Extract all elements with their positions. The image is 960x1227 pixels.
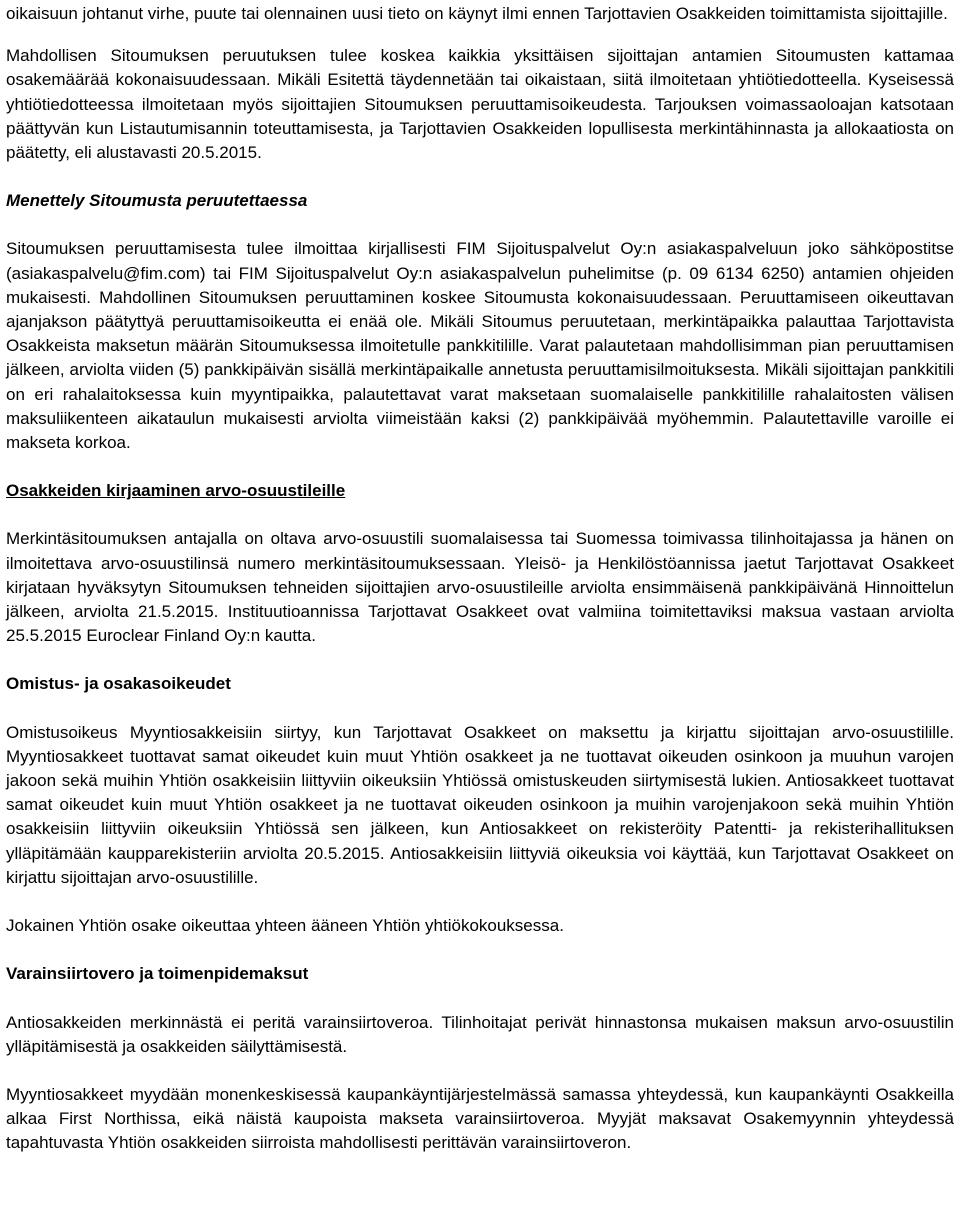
spacer [6, 26, 954, 44]
spacer [6, 1059, 954, 1083]
paragraph-procedure: Sitoumuksen peruuttamisesta tulee ilmoittaa kirjallisesti FIM Sijoituspalvelut Oy:n asiakaspalveluun joko sähköpostitse (asiakaspalvelu@fim.com) tai FIM Sijoituspalvelut Oy:n asiakaspalvelun puhelimitse (p. 09 6134 6250) antamien ohjeiden mukaisesti. Mahdollinen Sitoumuksen peruuttaminen koskee Sitoumusta kokonaisuudessaan. Peruuttamiseen oikeuttavan ajanjakson päätyttyä peruuttamisoikeutta ei enää ole. Mikäli Sitoumus peruutetaan, merkintäpaikka palauttaa Tarjottavista Osakkeista maksetun määrän Sitoumuksessa ilmoitetulle pankkitilille. Varat palautetaan mahdollisimman pian peruuttamisen jälkeen, arviolta viiden (5) pankkipäivän sisällä merkintäpaikalle annetusta peruuttamisilmoituksesta. Mikäli sijoittajan pankkitili on eri rahalaitoksessa kuin myyntipaikka, palautettavat varat maksetaan suomalaiselle pankkitilille rahalaitosten välisen maksuliikenteen aikataulun mukaisesti arviolta viimeistään kaksi (2) pankkipäivää myöhemmin. Palautettaville varoille ei makseta korkoa. [6, 239, 954, 453]
spacer [6, 987, 954, 1011]
heading-procedure: Menettely Sitoumusta peruutettaessa [6, 191, 308, 211]
spacer [6, 938, 954, 962]
heading-tax: Varainsiirtovero ja toimenpidemaksut [6, 964, 309, 984]
heading-entry: Osakkeiden kirjaaminen arvo-osuustileille [6, 481, 346, 501]
paragraph-tax-2: Myyntiosakkeet myydään monenkeskisessä kaupankäyntijärjestelmässä samassa yhteydessä, kun kaupankäynti Osakkeilla alkaa First Northissa, eikä näistä kaupoista makseta varainsiirtoveroa. Myyjät maksavat Osakemyynnin yhteydessä tapahtuvasta Yhtiön osakkeiden siirroista mahdollisesti perittävän varainsiirtoveron. [6, 1084, 954, 1153]
spacer [6, 648, 954, 672]
paragraph-tax-1: Antiosakkeiden merkinnästä ei peritä varainsiirtoveroa. Tilinhoitajat perivät hinnastonsa mukaisen maksun arvo-osuustilin ylläpitämisestä ja osakkeiden säilyttämisestä. [6, 1012, 954, 1056]
spacer [6, 503, 954, 527]
spacer [6, 890, 954, 914]
paragraph-ownership: Omistusoikeus Myyntiosakkeisiin siirtyy, kun Tarjottavat Osakkeet on maksettu ja kirjattu sijoittajan arvo-osuustilille. Myyntiosakkeet tuottavat samat oikeudet kuin muut Yhtiön osakkeet ja ne tuottavat oikeuden osinkoon ja muuhun varojen jakoon sekä muihin Yhtiön osakkeisiin liittyviin oikeuksiin Yhtiössä omistuskeuden siirtymisestä lukien. Antiosakkeet tuottavat samat oikeudet kuin muut Yhtiön osakkeet ja ne tuottavat oikeuden osinkoon ja muihin varojenjakoon sekä muihin Yhtiön osakkeisiin liittyviin oikeuksiin Yhtiössä sen jälkeen, kun Antiosakkeet on rekisteröity Patentti- ja rekisterihallituksen ylläpitämään kaupparekisteriin arviolta 20.5.2015. Antiosakkeisiin liittyviä oikeuksia voi käyttää, kun Tarjottavat Osakkeet on kirjattu sijoittajan arvo-osuustilille. [6, 722, 954, 887]
paragraph-cancel-scope: Mahdollisen Sitoumuksen peruutuksen tulee koskea kaikkia yksittäisen sijoittajan antamien Sitoumusten kattamaa osakemäärää kokonaisuudessaan. Mikäli Esitettä täydennetään tai oikaistaan, siitä ilmoitetaan yhtiötiedotteella. Kyseisessä yhtiötiedotteessa ilmoitetaan myös sijoittajien Sitoumuksen peruuttamisoikeudesta. Tarjouksen voimassaoloajan katsotaan päättyvän kun Listautumisannin toteuttamisesta, ja Tarjottavien Osakkeiden lopullisesta merkintähinnasta ja allokaatiosta on päätetty, eli alustavasti 20.5.2015. [6, 46, 954, 163]
paragraph-intro: oikaisuun johtanut virhe, puute tai olennainen uusi tieto on käynyt ilmi ennen Tarjottavien Osakkeiden toimittamista sijoittajille. [6, 4, 948, 23]
paragraph-entry: Merkintäsitoumuksen antajalla on oltava arvo-osuustili suomalaisessa tai Suomessa toimivassa tilinhoitajassa ja hänen on ilmoitettava arvo-osuustilinsä numero merkintäsitoumuksessaan. Yleisö- ja Henkilöstöannissa jaetut Tarjottavat Osakkeet kirjataan hyväksytyn Sitoumuksen tehneiden sijoittajien arvo-osuustileille arviolta ensimmäisenä pankkipäivänä Hinnoittelun jälkeen, arviolta 21.5.2015. Instituutioannissa Tarjottavat Osakkeet ovat valmiina toimitettaviksi maksua vastaan arviolta 25.5.2015 Euroclear Finland Oy:n kautta. [6, 529, 954, 646]
spacer [6, 455, 954, 479]
heading-ownership: Omistus- ja osakasoikeudet [6, 674, 231, 694]
spacer [6, 697, 954, 721]
spacer [6, 165, 954, 189]
paragraph-vote: Jokainen Yhtiön osake oikeuttaa yhteen ääneen Yhtiön yhtiökokouksessa. [6, 916, 564, 936]
spacer [6, 213, 954, 237]
